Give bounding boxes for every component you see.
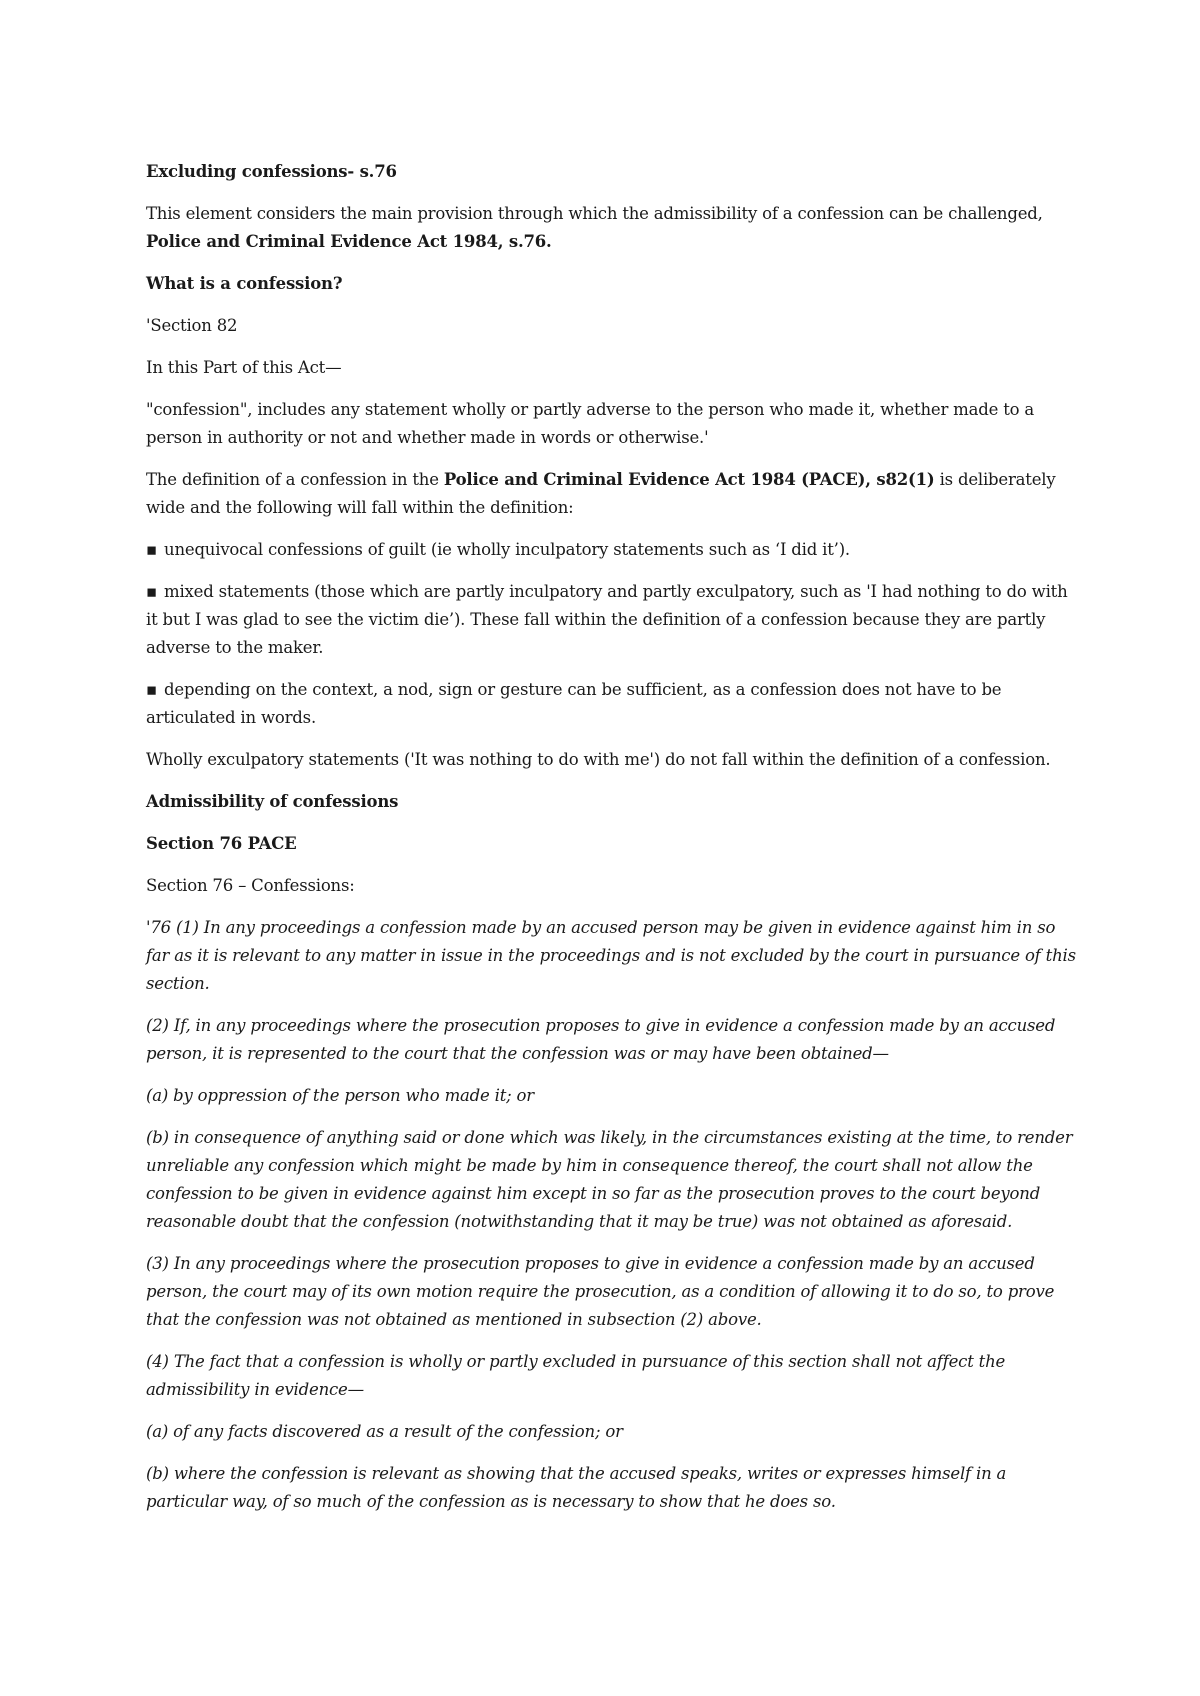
quote-confession-definition: "confession", includes any statement wholly or partly adverse to the person who made it, whether made to a person in authority or not and whether made in words or otherwise.' — [146, 400, 1035, 447]
bullet-text: mixed statements (those which are partly inculpatory and partly exculpatory, such as 'I had nothing to do with it but I was glad to see the victim die’). These fall within the definition of a confession because they are partly adverse to the maker. — [146, 582, 1068, 657]
quote-section-82: 'Section 82 — [146, 316, 238, 335]
statute-subsection-2: (2) If, in any proceedings where the prosecution proposes to give in evidence a confession made by an accused person, it is represented to the court that the confession was or may have been obtained— — [146, 1016, 1056, 1063]
definition-paragraph — [146, 466, 1076, 522]
intro-paragraph — [146, 200, 1076, 256]
bullet-icon: ▪ — [146, 582, 157, 601]
bullet-icon: ▪ — [146, 680, 157, 699]
bullet-item — [146, 578, 1076, 662]
bullet-item — [146, 536, 1076, 564]
intro-act-reference: Police and Criminal Evidence Act 1984, s.76. — [146, 232, 552, 251]
definition-act-reference: Police and Criminal Evidence Act 1984 (PACE), s82(1) — [443, 470, 935, 489]
what-is-confession-heading: What is a confession? — [146, 274, 343, 293]
exculpatory-paragraph: Wholly exculpatory statements ('It was nothing to do with me') do not fall within the definition of a confession. — [146, 750, 1051, 769]
statute-subsection-2a: (a) by oppression of the person who made it; or — [146, 1086, 534, 1105]
statute-subsection-4b: (b) where the confession is relevant as showing that the accused speaks, writes or expresses himself in a particular way, of so much of the confession as is necessary to show that he does so. — [146, 1464, 1007, 1511]
statute-subsection-2b: (b) in consequence of anything said or done which was likely, in the circumstances existing at the time, to render unreliable any confession which might be made by him in consequence thereof, the court shall not allow the confession to be given in evidence against him except in so far as the prosecution proves to the court beyond reasonable doubt that the confession (notwithstanding that it may be true) was not obtained as aforesaid. — [146, 1128, 1073, 1231]
definition-text-before: The definition of a confession in the — [146, 470, 444, 489]
bullet-icon: ▪ — [146, 540, 157, 559]
admissibility-heading: Admissibility of confessions — [146, 792, 399, 811]
definition-text-after: is deliberately wide and the following will fall within the definition: — [146, 470, 1056, 517]
bullet-text: unequivocal confessions of guilt (ie wholly inculpatory statements such as ‘I did it’). — [158, 540, 850, 559]
section-76-heading: Section 76 PACE — [146, 834, 297, 853]
section-76-intro: Section 76 – Confessions: — [146, 876, 355, 895]
statute-subsection-3: (3) In any proceedings where the prosecution proposes to give in evidence a confession made by an accused person, the court may of its own motion require the prosecution, as a condition of allowing it to do so, to prove that the confession was not obtained as mentioned in subsection (2) above. — [146, 1254, 1055, 1329]
quote-part-intro: In this Part of this Act— — [146, 358, 342, 377]
bullet-item — [146, 676, 1076, 732]
intro-text: This element considers the main provision through which the admissibility of a confession can be challenged, — [146, 204, 1043, 223]
document-title: Excluding confessions- s.76 — [146, 162, 397, 181]
bullet-text: depending on the context, a nod, sign or gesture can be sufficient, as a confession does not have to be articulated in words. — [146, 680, 1002, 727]
document-page — [146, 158, 1076, 1530]
statute-subsection-1: '76 (1) In any proceedings a confession made by an accused person may be given in evidence against him in so far as it is relevant to any matter in issue in the proceedings and is not excluded by the court in pursuance of this section. — [146, 918, 1076, 993]
statute-subsection-4: (4) The fact that a confession is wholly or partly excluded in pursuance of this section shall not affect the admissibility in evidence— — [146, 1352, 1006, 1399]
statute-subsection-4a: (a) of any facts discovered as a result of the confession; or — [146, 1422, 623, 1441]
